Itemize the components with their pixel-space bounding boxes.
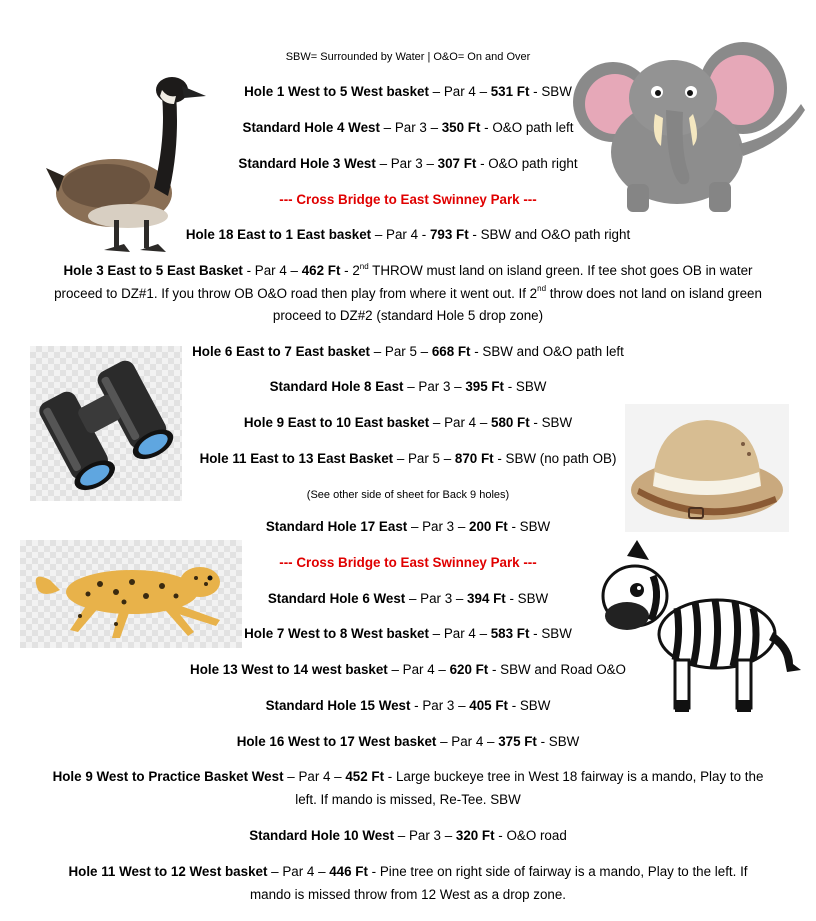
hole-line: Hole 11 East to 13 East Basket – Par 5 – 870 Ft - SBW (no path OB) xyxy=(199,451,617,466)
hole-line: Standard Hole 4 West – Par 3 – 350 Ft - O&O path left xyxy=(242,120,574,135)
hole-line: Standard Hole 10 West – Par 3 – 320 Ft - O&O road xyxy=(249,828,567,843)
hole-line: Hole 9 East to 10 East basket – Par 4 – 580 Ft - SBW xyxy=(243,415,573,430)
hole-line: Hole 1 West to 5 West basket – Par 4 – 531 Ft - SBW xyxy=(244,84,572,99)
hole-3-east-paragraph: Hole 3 East to 5 East Basket - Par 4 – 462 Ft - 2nd THROW must land on island green. If tee shot goes OB in water proceed to DZ#1. If you throw OB O&O road then play from where it went out. If 2nd throw does not land on island green proceed to DZ#2 (standard Hole 5 drop zone) xyxy=(54,261,762,323)
hole-line: Hole 7 West to 8 West basket – Par 4 – 583 Ft - SBW xyxy=(244,626,572,641)
hole-9-west-paragraph: Hole 9 West to Practice Basket West – Par 4 – 452 Ft - Large buckeye tree in West 18 fairway is a mando, Play to the left. If mando is missed, Re-Tee. SBW xyxy=(52,769,764,807)
legend-text: SBW= Surrounded by Water | O&O= On and Over xyxy=(285,51,531,63)
hole-line: Hole 16 West to 17 West basket – Par 4 – 375 Ft - SBW xyxy=(236,734,580,749)
hole-line: Hole 13 West to 14 west basket – Par 4 – 620 Ft - SBW and Road O&O xyxy=(190,662,626,677)
hole-line: Hole 18 East to 1 East basket – Par 4 - 793 Ft - SBW and O&O path right xyxy=(185,227,631,242)
hole-11-west-paragraph: Hole 11 West to 12 West basket – Par 4 – 446 Ft - Pine tree on right side of fairway is a mando, Play to the left. If mando is missed throw from 12 West as a drop zone. xyxy=(68,864,748,902)
hole-line: Standard Hole 17 East – Par 3 – 200 Ft - SBW xyxy=(265,519,551,534)
hole-line: Standard Hole 15 West - Par 3 – 405 Ft - SBW xyxy=(265,698,551,713)
hole-line: Hole 6 East to 7 East basket – Par 5 – 668 Ft - SBW and O&O path left xyxy=(192,344,624,359)
back-nine-note: (See other side of sheet for Back 9 holes) xyxy=(306,489,510,501)
hole-line: Standard Hole 6 West – Par 3 – 394 Ft - SBW xyxy=(267,591,549,606)
bridge-notice: --- Cross Bridge to East Swinney Park --- xyxy=(279,555,537,570)
bridge-notice: --- Cross Bridge to East Swinney Park --- xyxy=(279,192,537,207)
hole-line: Standard Hole 8 East – Par 3 – 395 Ft - SBW xyxy=(269,379,547,394)
hole-line: Standard Hole 3 West – Par 3 – 307 Ft - O&O path right xyxy=(238,156,578,171)
